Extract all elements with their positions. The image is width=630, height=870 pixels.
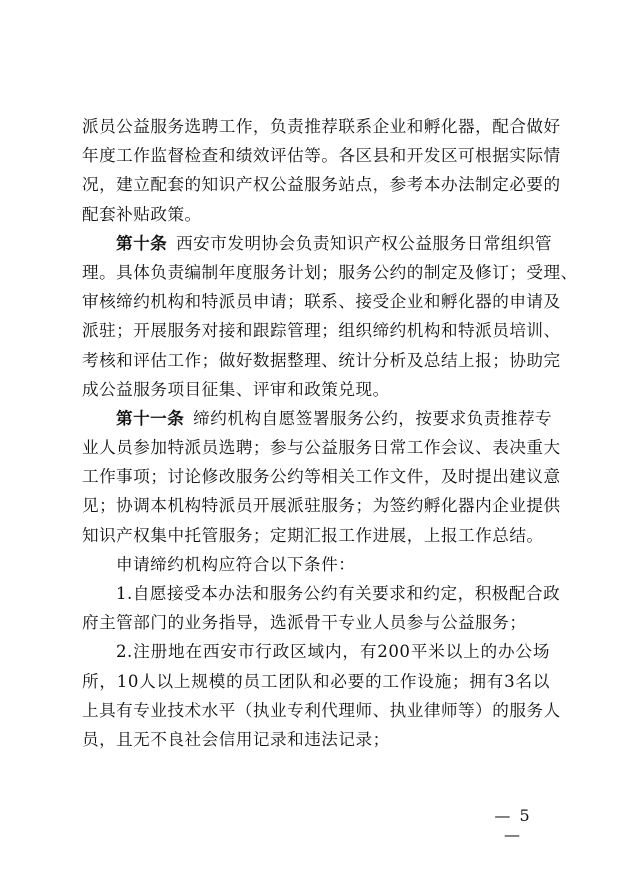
- body-line: 理。具体负责编制年度服务计划；服务公约的制定及修订；受理、: [82, 262, 578, 282]
- article-heading: 第十条: [116, 233, 168, 253]
- body-line: 况，建立配套的知识产权公益服务站点，参考本办法制定必要的: [82, 175, 561, 195]
- article-heading: 第十一条: [116, 408, 185, 428]
- list-item-2-line: 2.注册地在西安市行政区域内，有200平米以上的办公场: [116, 642, 550, 662]
- article-11-first-line: [82, 404, 553, 433]
- article-10-first-line: [82, 229, 553, 258]
- body-line: 考核和评估工作；做好数据整理、统计分析及总结上报；协助完: [82, 350, 561, 370]
- body-line: 派员公益服务选聘工作，负责推荐联系企业和孵化器，配合做好: [82, 117, 561, 136]
- document-body: [82, 112, 578, 754]
- article-text: 西安市发明协会负责知识产权公益服务日常组织管: [176, 233, 553, 253]
- body-line: 知识产权集中托管服务；定期汇报工作进展，上报工作总结。: [82, 525, 544, 545]
- body-line: 见；协调本机构特派员开展派驻服务；为签约孵化器内企业提供: [82, 496, 561, 516]
- body-line: 上具有专业技术水平（执业专利代理师、执业律师等）的服务人: [82, 700, 561, 720]
- body-line: 业人员参加特派员选聘；参与公益服务日常工作会议、表决重大: [82, 438, 561, 458]
- body-line: 审核缔约机构和特派员申请；联系、接受企业和孵化器的申请及: [82, 292, 561, 312]
- body-line: 成公益服务项目征集、评审和政策兑现。: [82, 379, 390, 399]
- page-number: — 5 —: [494, 806, 532, 844]
- body-line: 申请缔约机构应符合以下条件：: [116, 554, 356, 574]
- article-text: 缔约机构自愿签署服务公约，按要求负责推荐专: [193, 408, 553, 428]
- body-line: 员，且无不良社会信用记录和违法记录；: [82, 729, 390, 749]
- body-line: 府主管部门的业务指导，选派骨干专业人员参与公益服务；: [82, 613, 527, 633]
- list-item-1-line: 1.自愿接受本办法和服务公约有关要求和约定，积极配合政: [116, 584, 561, 603]
- body-line: 派驻；开展服务对接和跟踪管理；组织缔约机构和特派员培训、: [82, 321, 561, 341]
- body-line: 年度工作监督检查和绩效评估等。各区县和开发区可根据实际情: [82, 146, 561, 166]
- body-line: 工作事项；讨论修改服务公约等相关工作文件，及时提出建议意: [82, 467, 561, 487]
- body-line: 配套补贴政策。: [82, 204, 202, 224]
- body-line: 所，10人以上规模的员工团队和必要的工作设施；拥有3名以: [82, 671, 550, 691]
